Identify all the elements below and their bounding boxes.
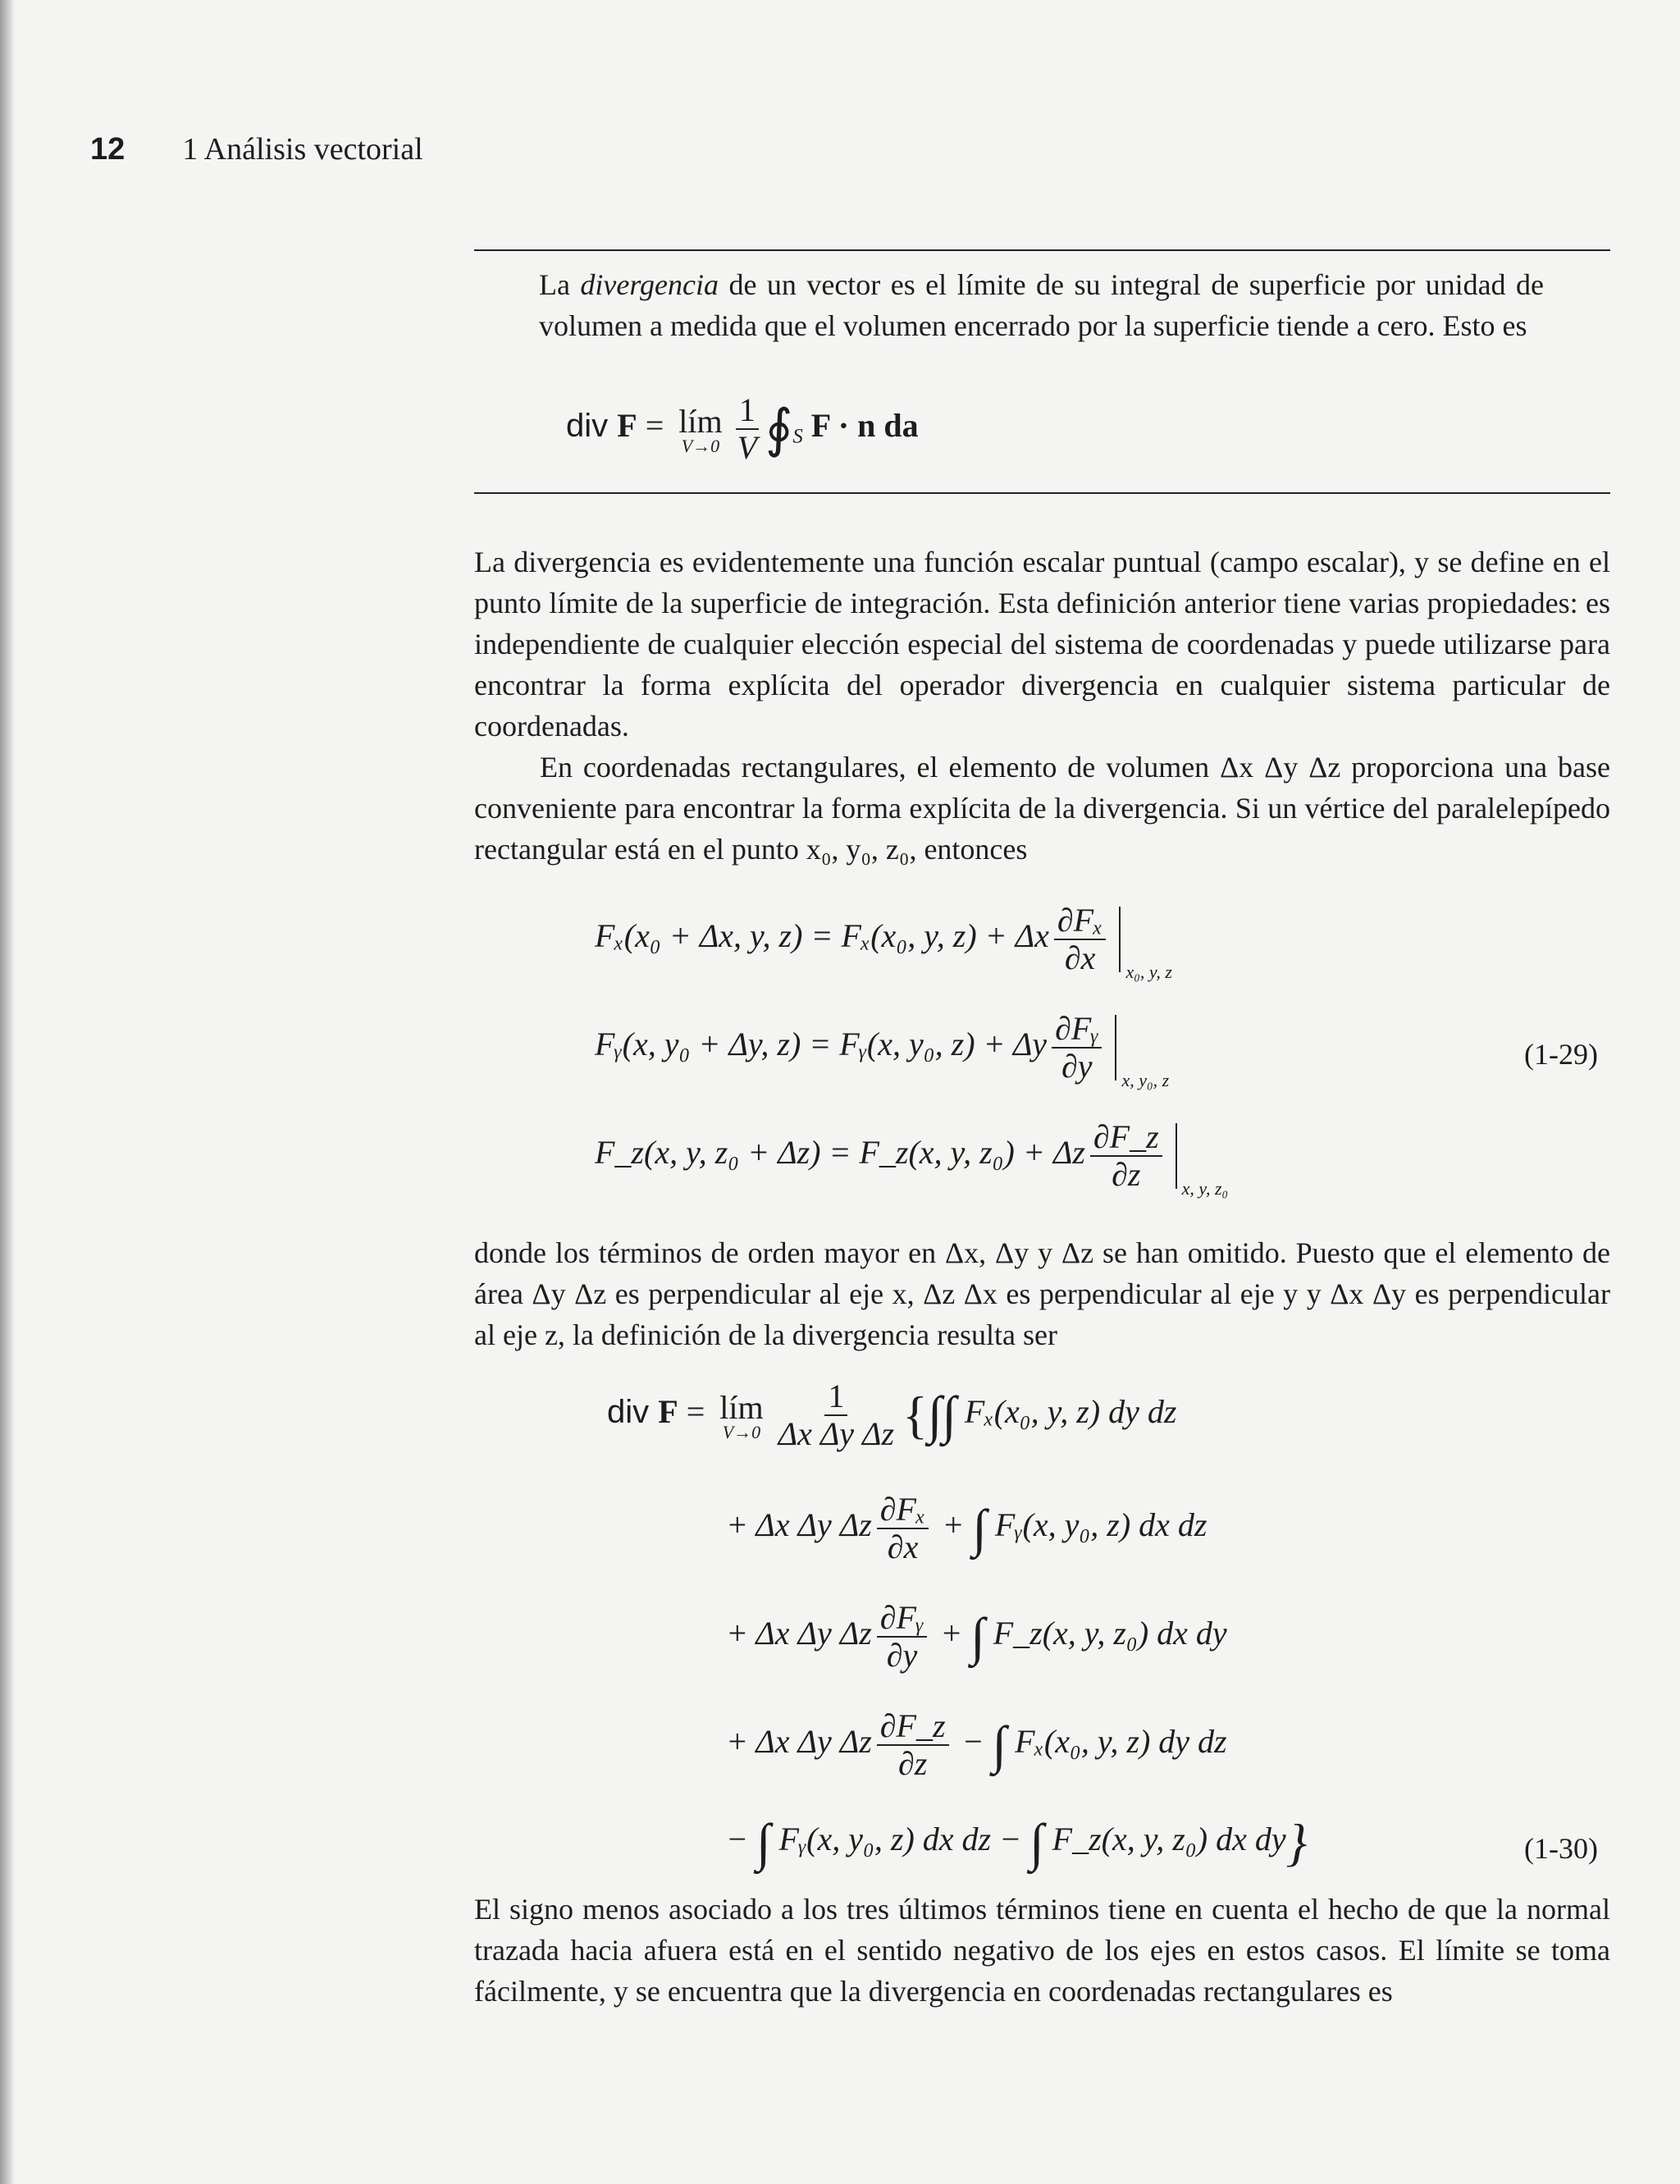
eq-1-29-line-1: [595, 902, 1172, 983]
partial-fraction: [877, 1600, 927, 1674]
definition-term: divergencia: [580, 268, 719, 301]
integral-icon: ∫: [756, 1813, 771, 1871]
eq-1-30-line-3: [726, 1600, 1227, 1674]
partial-fraction: [877, 1492, 929, 1565]
integrand: Fₓ(x₀, y, z) dy dz: [1015, 1723, 1227, 1761]
eq-1-30-line-2: [726, 1492, 1207, 1565]
limit: [678, 402, 722, 457]
div-label: div: [566, 408, 618, 445]
eq-rhs: Fᵧ(x, y₀, z) + Δy: [839, 1026, 1048, 1063]
bold-f: F: [658, 1393, 678, 1431]
eq-1-29-line-2: [595, 1011, 1169, 1091]
integrand: F_z(x, y, z₀) dx dy: [993, 1615, 1227, 1652]
frac-den: ∂z: [1112, 1156, 1141, 1193]
page-number: 12: [90, 132, 126, 167]
paragraph-1: La divergencia es evidentemente una función escalar puntual (campo escalar), y se define en el punto límite de la superficie de integración. Esta definición anterior tiene varias propiedades: es independiente de cualquier elección especial del sistema de coordenadas y puede utilizarse para encontrar la forma explícita del operador divergencia en cualquier sistema particular de coordenadas.: [474, 546, 1610, 742]
page-edge-shadow: [0, 0, 15, 2184]
definition-top-rule: [474, 249, 1610, 251]
operator: +: [942, 1506, 965, 1544]
eq-1-30-line-4: [726, 1708, 1227, 1782]
lim-text: lím: [678, 402, 723, 440]
eq-rhs: F_z(x, y, z₀) + Δz: [859, 1134, 1085, 1172]
definition-text-start: La: [539, 268, 581, 301]
definition-text-end: de un vector es el límite de su integral de superficie por unidad de volumen a medida que el volumen encerrado por la superficie tiende a cero. Esto es: [539, 268, 1544, 342]
eq-1-30-line-1: [607, 1378, 1176, 1452]
frac-den: ∂z: [897, 1745, 928, 1782]
definition-formula: [566, 392, 919, 466]
partial-fraction: [877, 1708, 949, 1782]
paragraph-3: donde los términos de orden mayor en Δx, Δy y Δz se han omitido. Puesto que el elemento de área Δy Δz es perpendicular al eje x, Δz Δx es perpendicular al eje y y Δx Δy es perpendicular al eje z, la definición de la divergencia resulta ser: [474, 1236, 1610, 1351]
eq-lhs: Fᵧ(x, y₀ + Δy, z) =: [595, 1026, 832, 1063]
double-integral-icon: ∫∫: [927, 1386, 956, 1444]
frac-den: ∂y: [886, 1637, 918, 1674]
paragraph-4: El signo menos asociado a los tres últimos términos tiene en cuenta el hecho de que la normal trazada hacia afuera está en el sentido negativo de los ejes en estos casos. El límite se toma fácilmente, y se encuentra que la divergencia en coordenadas rectangulares es: [474, 1893, 1610, 2008]
frac-den: V: [737, 429, 758, 466]
term-prefix: + Δx Δy Δz: [726, 1615, 872, 1652]
frac-num: ∂Fₓ: [877, 1492, 929, 1529]
evaluation-bar: [1176, 1123, 1177, 1189]
integral-icon: ∫: [970, 1607, 985, 1665]
definition-text: [539, 264, 1544, 346]
term-prefix: −: [726, 1821, 748, 1858]
frac-den: ∂x: [1064, 939, 1096, 976]
equals: =: [678, 1393, 714, 1431]
term-prefix: + Δx Δy Δz: [726, 1506, 872, 1544]
frac-num: ∂Fᵧ: [877, 1600, 927, 1638]
equation-number-1-29: (1-29): [1524, 1038, 1598, 1071]
integrand-2: F_z(x, y, z₀) dx dy: [1052, 1821, 1286, 1858]
running-head: 1 Análisis vectorial: [182, 132, 423, 167]
equation-number-1-30: (1-30): [1524, 1832, 1598, 1865]
frac-num: 1: [736, 392, 759, 430]
partial-fraction: [1052, 1011, 1102, 1085]
evaluation-bar: [1115, 1015, 1116, 1081]
integral-icon: ∫: [1029, 1813, 1044, 1871]
evaluation-point: x, y₀, z: [1121, 1070, 1170, 1091]
integrand: Fᵧ(x, y₀, z) dx dz: [994, 1506, 1208, 1544]
integrand-1: Fᵧ(x, y₀, z) dx dz: [778, 1821, 992, 1858]
closed-integral-icon: ∮: [765, 400, 793, 458]
frac-num: ∂Fᵧ: [1052, 1011, 1102, 1049]
definition-bottom-rule: [474, 492, 1610, 494]
operator: −: [961, 1723, 984, 1761]
frac-num: ∂F_z: [1090, 1119, 1162, 1157]
integral-subscript: S: [792, 425, 803, 448]
lim-text: lím: [719, 1388, 764, 1426]
open-brace: {: [902, 1386, 928, 1444]
integrand: Fₓ(x₀, y, z) dy dz: [964, 1393, 1177, 1431]
frac-num: 1: [824, 1378, 847, 1416]
limit: [719, 1388, 763, 1443]
operator: +: [940, 1615, 963, 1652]
bold-f: F: [617, 407, 637, 445]
evaluation-point: x₀, y, z: [1125, 962, 1172, 983]
partial-fraction: [1090, 1119, 1162, 1193]
lim-under: V→0: [681, 435, 720, 456]
equals: =: [637, 407, 673, 445]
frac-den: Δx Δy Δz: [778, 1415, 895, 1452]
eq-lhs: Fₓ(x₀ + Δx, y, z) =: [595, 917, 833, 955]
fraction: [775, 1378, 898, 1452]
evaluation-point: x, y, z₀: [1181, 1178, 1229, 1199]
paragraph-2: En coordenadas rectangulares, el elemento de volumen Δx Δy Δz proporciona una base conveniente para encontrar la forma explícita de la divergencia. Si un vértice del paralelepípedo rectangular está en el punto x₀, y₀, z₀, entonces: [474, 751, 1610, 866]
div-label: div: [607, 1394, 659, 1431]
eq-1-30-line-5: [726, 1813, 1308, 1871]
eq-rhs: Fₓ(x₀, y, z) + Δx: [841, 917, 1049, 955]
term-prefix: + Δx Δy Δz: [726, 1723, 872, 1761]
frac-den: ∂x: [887, 1528, 919, 1565]
frac-den: ∂y: [1061, 1048, 1093, 1085]
frac-num: ∂Fₓ: [1054, 902, 1107, 940]
partial-fraction: [1054, 902, 1107, 976]
integral-icon: ∫: [992, 1716, 1007, 1774]
frac-num: ∂F_z: [877, 1708, 949, 1746]
operator: −: [999, 1821, 1022, 1858]
integral-icon: ∫: [972, 1499, 987, 1557]
evaluation-bar: [1119, 907, 1121, 972]
fraction: [734, 392, 760, 466]
eq-1-29-line-3: [595, 1119, 1228, 1199]
close-brace: }: [1285, 1813, 1308, 1871]
eq-lhs: F_z(x, y, z₀ + Δz) =: [595, 1134, 851, 1172]
page-header: [90, 131, 423, 172]
lim-under: V→0: [722, 1421, 761, 1442]
integrand: F · n da: [810, 407, 919, 445]
